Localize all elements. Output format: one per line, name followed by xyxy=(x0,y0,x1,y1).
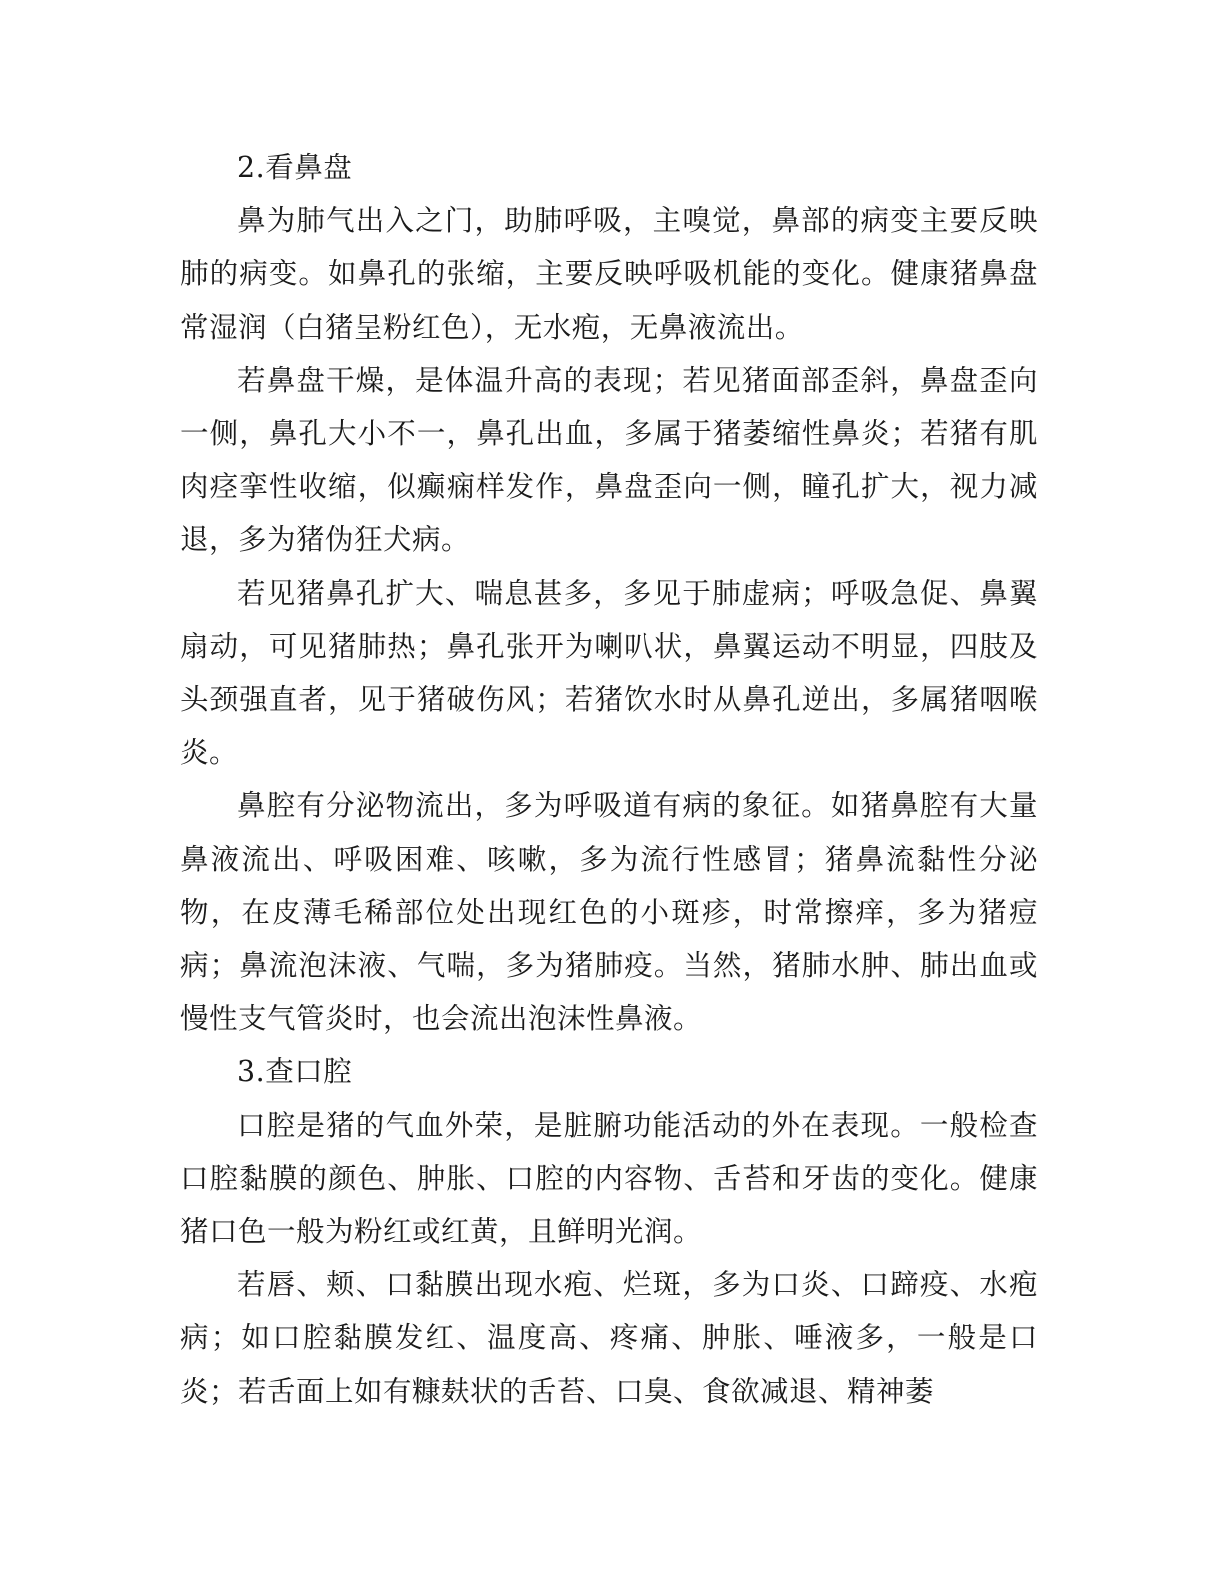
paragraph: 鼻腔有分泌物流出，多为呼吸道有病的象征。如猪鼻腔有大量鼻液流出、呼吸困难、咳嗽，多为流行性感冒；猪鼻流黏性分泌物，在皮薄毛稀部位处出现红色的小斑疹，时常擦痒，多为猪痘病；鼻流泡沫液、气喘，多为猪肺疫。当然，猪肺水肿、肺出血或慢性支气管炎时，也会流出泡沫性鼻液。 xyxy=(180,789,1038,1036)
paragraph: 口腔是猪的气血外荣，是脏腑功能活动的外在表现。一般检查口腔黏膜的颜色、肿胀、口腔的内容物、舌苔和牙齿的变化。健康猪口色一般为粉红或红黄，且鲜明光润。 xyxy=(180,1108,1038,1249)
document-body xyxy=(180,141,1038,1418)
paragraph: 鼻为肺气出入之门，助肺呼吸，主嗅觉，鼻部的病变主要反映肺的病变。如鼻孔的张缩，主要反映呼吸机能的变化。健康猪鼻盘常湿润（白猪呈粉红色），无水疱，无鼻液流出。 xyxy=(180,204,1038,344)
paragraph: 若鼻盘干燥，是体温升高的表现；若见猪面部歪斜，鼻盘歪向一侧，鼻孔大小不一，鼻孔出血，多属于猪萎缩性鼻炎；若猪有肌肉痉挛性收缩，似癫痫样发作，鼻盘歪向一侧，瞳孔扩大，视力减退，多为猪伪狂犬病。 xyxy=(180,363,1038,557)
section-heading-nose-disc: 2.看鼻盘 xyxy=(237,151,353,184)
section-heading-oral-cavity: 3.查口腔 xyxy=(237,1055,353,1089)
paragraph: 若见猪鼻孔扩大、喘息甚多，多见于肺虚病；呼吸急促、鼻翼扇动，可见猪肺热；鼻孔张开为喇叭状，鼻翼运动不明显，四肢及头颈强直者，见于猪破伤风；若猪饮水时从鼻孔逆出，多属猪咽喉炎。 xyxy=(180,576,1038,770)
paragraph: 若唇、颊、口黏膜出现水疱、烂斑，多为口炎、口蹄疫、水疱病；如口腔黏膜发红、温度高、疼痛、肿胀、唾液多，一般是口炎；若舌面上如有糠麸状的舌苔、口臭、食欲减退、精神萎 xyxy=(180,1268,1038,1408)
